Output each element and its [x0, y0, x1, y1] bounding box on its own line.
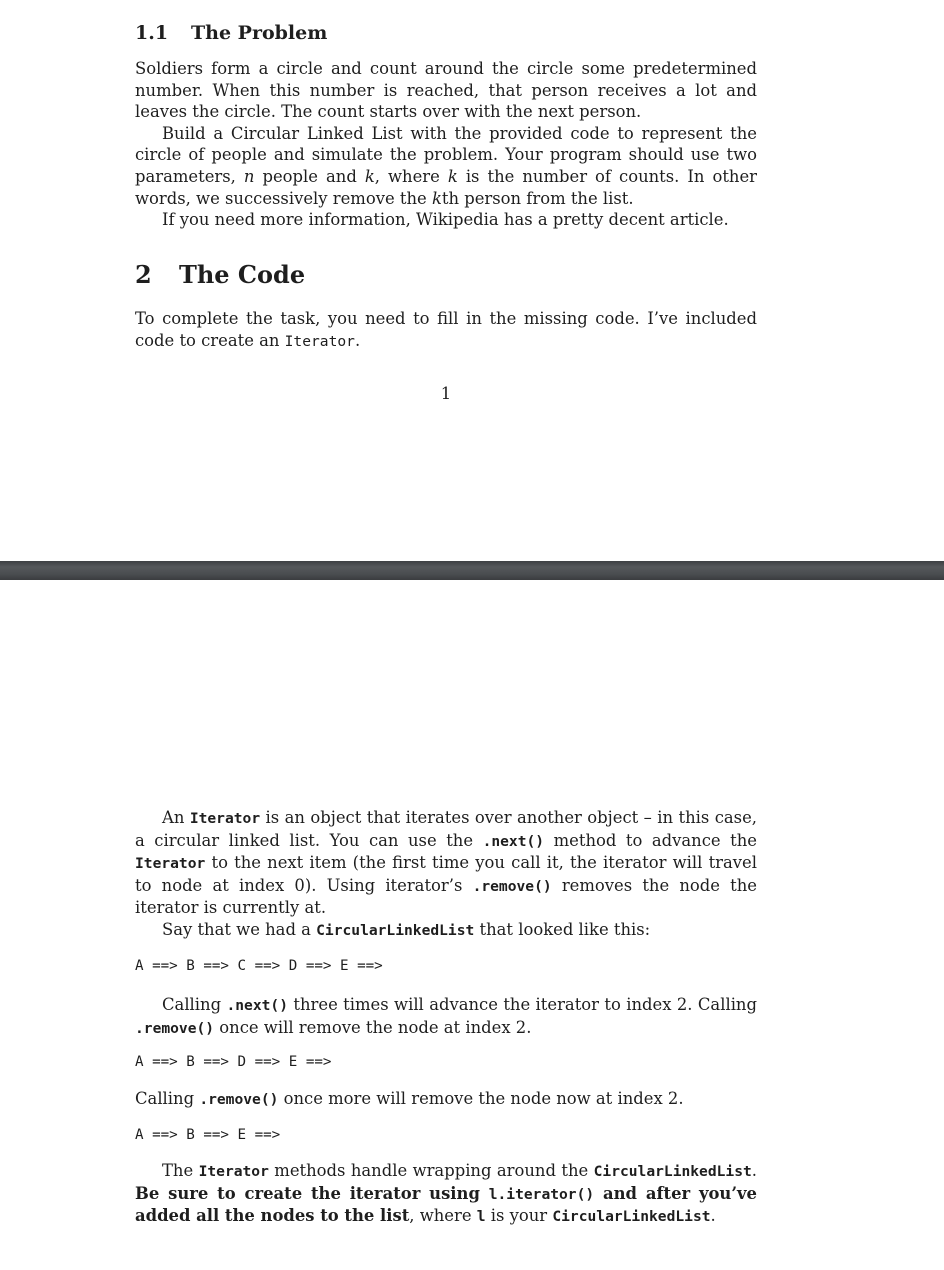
iterator-explanation	[135, 807, 757, 942]
paragraph-build-list: Build a Circular Linked List with the provided code to represent the circle of people and simulate the problem. Your program should use two parameters, n people and k, where k is the number of counts. In other words, we successively remove the kth person from the list.	[135, 123, 758, 208]
problem-body	[135, 58, 757, 231]
subsection-number: 1.1	[135, 22, 169, 44]
page-number: 1	[440, 384, 452, 403]
section-heading	[135, 260, 757, 290]
section-number: 2	[135, 260, 152, 289]
list-example-2: A ==> B ==> D ==> E ==>	[135, 1054, 332, 1070]
inline-code: Iterator	[284, 332, 355, 350]
paragraph-say-that: Say that we had a CircularLinkedList that looked like this:	[162, 919, 651, 939]
paragraph-wikipedia: If you need more information, Wikipedia has a pretty decent article.	[162, 210, 729, 230]
paragraph-calling-remove: Calling .remove() once more will remove the node now at index 2.	[135, 1089, 684, 1108]
paragraph-calling-next: Calling .next() three times will advance the iterator to index 2. Calling .remove() once will remove the node at index 2.	[135, 995, 757, 1037]
code-intro	[135, 308, 757, 352]
remove-explanation	[135, 1088, 757, 1111]
paragraph-soldiers: Soldiers form a circle and count around the circle some predetermined number. When this number is reached, that person receives a lot and leaves the circle. The count starts over with the next person.	[135, 59, 757, 122]
section-title: The Code	[179, 260, 306, 289]
document-page-2	[0, 580, 944, 1270]
subsection-heading	[135, 20, 757, 46]
next-explanation	[135, 994, 757, 1039]
subsection-title: The Problem	[191, 22, 328, 44]
paragraph-wrapping: The Iterator methods handle wrapping around the CircularLinkedList. Be sure to create the iterator using l.iterator() and after you’ve added all the nodes to the list, where l is your CircularLinkedList.	[135, 1161, 757, 1226]
list-example-3: A ==> B ==> E ==>	[135, 1127, 281, 1143]
paragraph-iterator: An Iterator is an object that iterates over another object – in this case, a circular linked list. You can use the .next() method to advance the Iterator to the next item (the first time you call it, the iterator will travel to node at index 0). Using iterator’s .remove() removes the node the iterator is currently at.	[135, 808, 757, 918]
wrap-explanation	[135, 1160, 757, 1228]
document-page-1	[0, 0, 944, 561]
page-divider	[0, 561, 944, 580]
paragraph-complete-task: To complete the task, you need to fill in the missing code. I’ve included code to create an Iterator.	[135, 309, 757, 350]
list-example-1: A ==> B ==> C ==> D ==> E ==>	[135, 958, 383, 974]
